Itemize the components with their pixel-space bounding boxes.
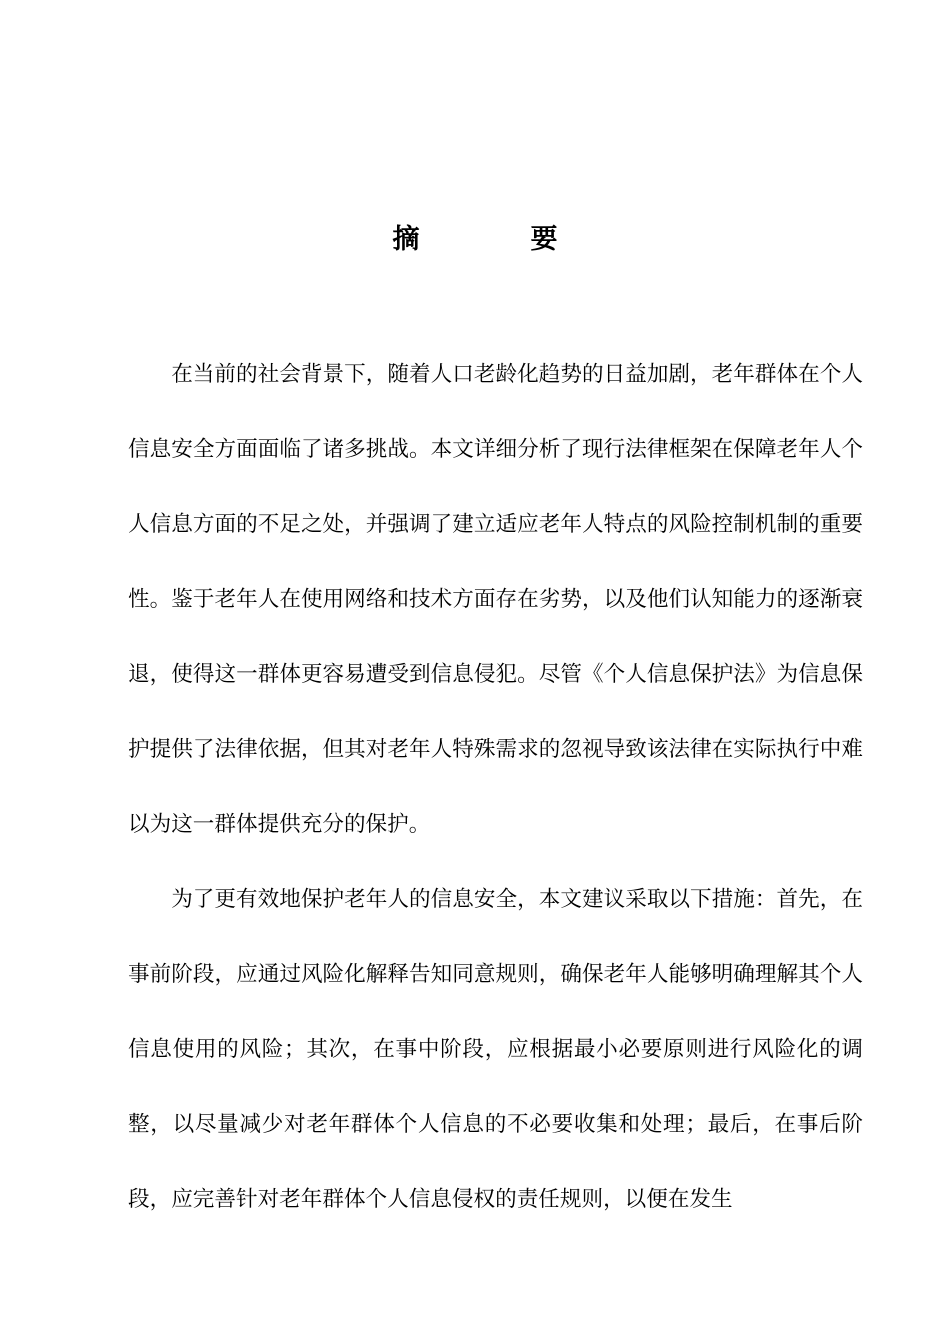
abstract-body	[128, 337, 863, 1237]
paragraph-2: 为了更有效地保护老年人的信息安全，本文建议采取以下措施：首先，在事前阶段，应通过风险化解释告知同意规则，确保老年人能够明确理解其个人信息使用的风险；其次，在事中阶段，应根据最小必要原则进行风险化的调整，以尽量减少对老年群体个人信息的不必要收集和处理；最后，在事后阶段，应完善针对老年群体个人信息侵权的责任规则，以便在发生	[128, 887, 863, 1212]
paragraph-1: 在当前的社会背景下，随着人口老龄化趋势的日益加剧，老年群体在个人信息安全方面面临了诸多挑战。本文详细分析了现行法律框架在保障老年人个人信息方面的不足之处，并强调了建立适应老年人特点的风险控制机制的重要性。鉴于老年人在使用网络和技术方面存在劣势，以及他们认知能力的逐渐衰退，使得这一群体更容易遭受到信息侵犯。尽管《个人信息保护法》为信息保护提供了法律依据，但其对老年人特殊需求的忽视导致该法律在实际执行中难以为这一群体提供充分的保护。	[128, 362, 863, 837]
abstract-title: 摘 要	[392, 224, 600, 255]
